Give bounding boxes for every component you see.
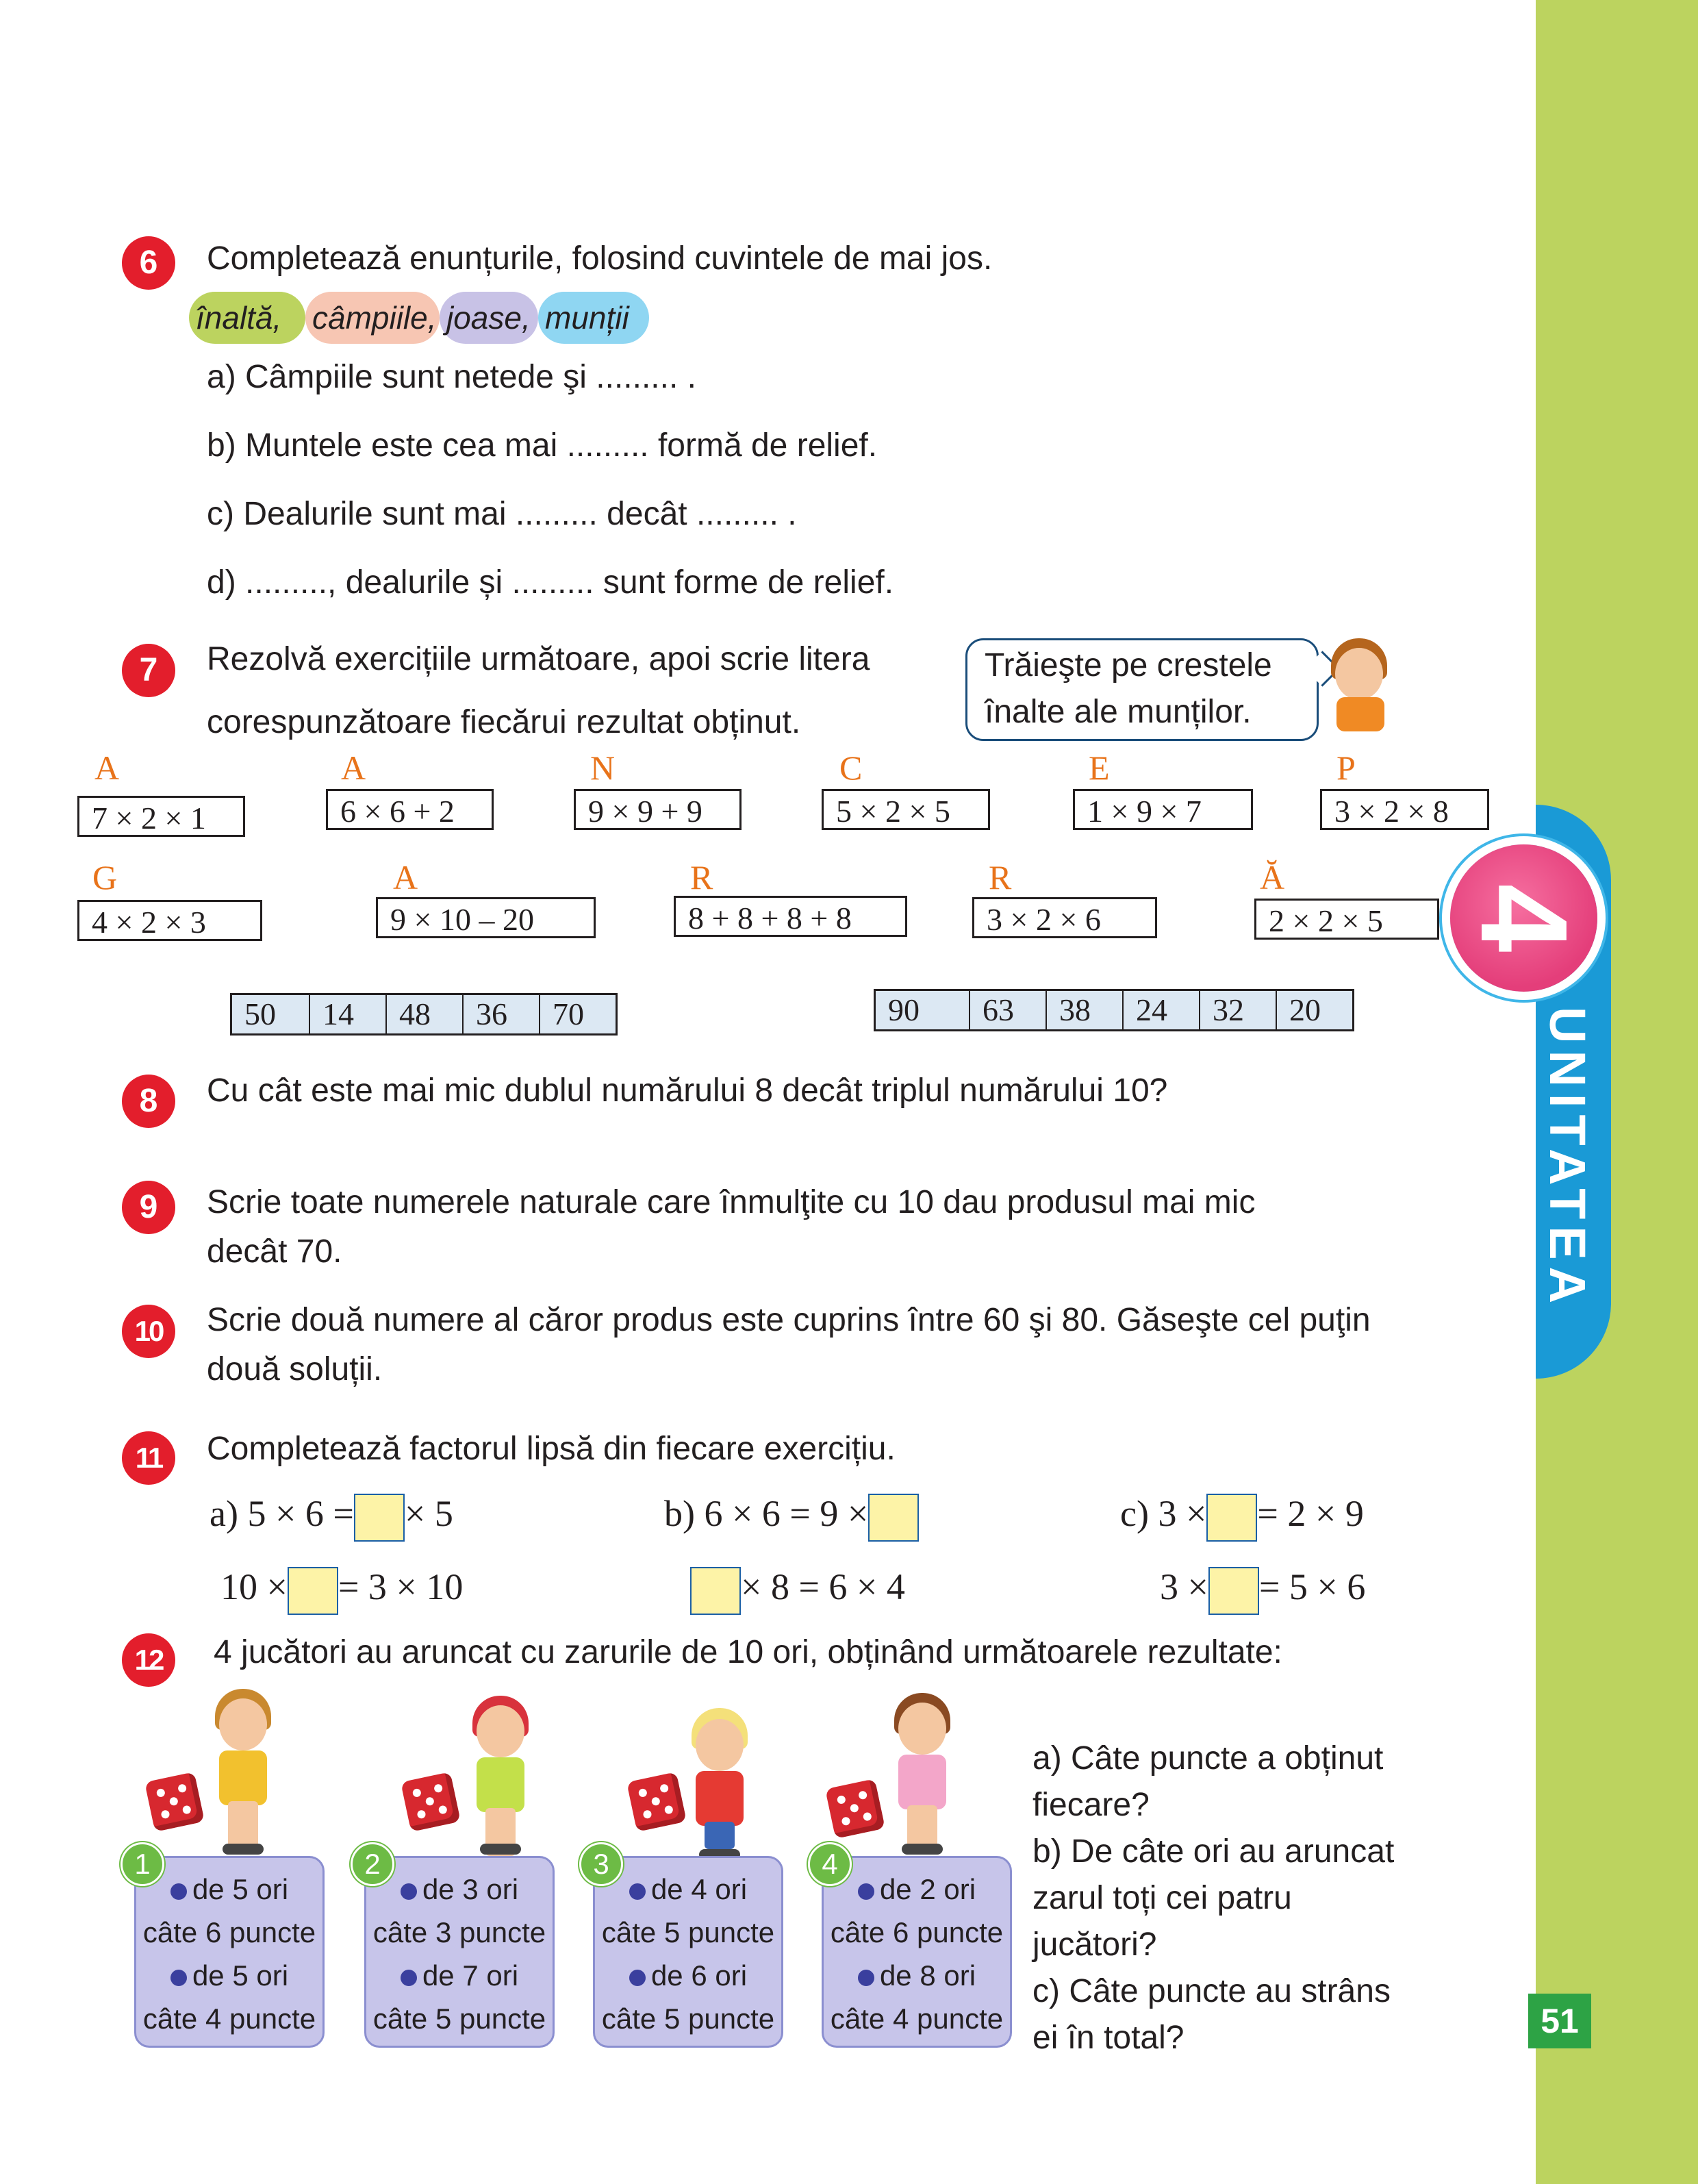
bullet-icon: [401, 1970, 417, 1986]
equation-c1: c) 3 × = 2 × 9: [1120, 1490, 1364, 1537]
letter-label: G: [92, 858, 118, 896]
missing-factor-box[interactable]: [1208, 1567, 1259, 1615]
letter-label: P: [1336, 749, 1356, 787]
question-line: jucători?: [1032, 1926, 1157, 1963]
answer-cell: 63: [969, 991, 1046, 1029]
exercise-6-title: Completează enunțurile, folosind cuvintele de mai jos.: [207, 240, 993, 277]
equation-a2: 10 × = 3 × 10: [220, 1563, 463, 1611]
exercise-12-number: 12: [122, 1633, 175, 1687]
unit-number: 4: [1455, 883, 1593, 953]
bullet-icon: [170, 1970, 187, 1986]
answer-cell: 70: [539, 995, 616, 1033]
exercise-10-line1: Scrie două numere al căror produs este cuprins între 60 şi 80. Găseşte cel puţin: [207, 1302, 1371, 1338]
expression-box: 9 × 10 – 20: [376, 897, 596, 938]
expression-box: 5 × 2 × 5: [822, 789, 990, 830]
expression-box: 1 × 9 × 7: [1073, 789, 1253, 830]
exercise-9-line1: Scrie toate numerele naturale care înmulţite cu 10 dau produsul mai mic: [207, 1184, 1256, 1220]
missing-factor-box[interactable]: [354, 1494, 405, 1542]
answer-cell: 32: [1199, 991, 1276, 1029]
exercise-6d: d) ........., dealurile și ......... sunt forme de relief.: [207, 564, 894, 601]
missing-factor-box[interactable]: [288, 1567, 338, 1615]
dice-icon: [626, 1772, 687, 1832]
player-2-illustration-icon: [463, 1692, 538, 1849]
girl-illustration-icon: [1315, 629, 1404, 731]
letter-label: R: [690, 858, 713, 896]
player-3-card: de 4 ori câte 5 puncte de 6 ori câte 5 puncte: [593, 1856, 783, 2048]
bullet-icon: [629, 1970, 646, 1986]
question-line: a) Câte puncte a obținut: [1032, 1740, 1384, 1777]
exercise-7-line2: corespunzătoare fiecărui rezultat obținut.: [207, 704, 801, 740]
letter-label: A: [393, 858, 418, 896]
word-campiile: câmpiile,: [305, 292, 440, 344]
equation-a1: a) 5 × 6 = × 5: [210, 1490, 453, 1537]
word-joase: joase,: [440, 292, 538, 344]
bullet-icon: [401, 1883, 417, 1900]
answer-grid-left: [230, 993, 618, 1035]
speech-bubble-line1: Trăieşte pe crestele: [985, 647, 1272, 683]
equation-b1: b) 6 × 6 = 9 ×: [664, 1490, 919, 1537]
dice-icon: [401, 1772, 461, 1832]
player-2-card: de 3 ori câte 3 puncte de 7 ori câte 5 puncte: [364, 1856, 555, 2048]
exercise-9-number: 9: [122, 1181, 175, 1234]
dice-icon: [825, 1779, 885, 1839]
answer-cell: 14: [309, 995, 385, 1033]
exercise-7-number: 7: [122, 644, 175, 697]
answer-cell: 38: [1046, 991, 1122, 1029]
player-2-number: 2: [351, 1842, 394, 1886]
bullet-icon: [170, 1883, 187, 1900]
answer-cell: 50: [244, 996, 276, 1031]
expression-box: 7 × 2 × 1: [77, 796, 245, 837]
player-4-card: de 2 ori câte 6 puncte de 8 ori câte 4 puncte: [822, 1856, 1012, 2048]
exercise-11-title: Completează factorul lipsă din fiecare exercițiu.: [207, 1431, 896, 1467]
exercise-10-line2: două soluții.: [207, 1351, 383, 1388]
letter-label: C: [839, 749, 863, 787]
word-inalta: înaltă,: [189, 292, 305, 344]
answer-cell: 20: [1276, 991, 1352, 1029]
missing-factor-box[interactable]: [690, 1567, 741, 1615]
letter-label: E: [1089, 749, 1110, 787]
answer-cell: 90: [888, 992, 920, 1027]
question-line: b) De câte ori au aruncat: [1032, 1833, 1395, 1870]
exercise-6-number: 6: [122, 236, 175, 290]
exercise-8-text: Cu cât este mai mic dublul numărului 8 decât triplul numărului 10?: [207, 1072, 1168, 1109]
exercise-8-number: 8: [122, 1075, 175, 1128]
bullet-icon: [629, 1883, 646, 1900]
bullet-icon: [858, 1883, 874, 1900]
expression-box: 9 × 9 + 9: [574, 789, 742, 830]
question-line: zarul toți cei patru: [1032, 1880, 1292, 1916]
question-line: c) Câte puncte au strâns: [1032, 1973, 1391, 2009]
bullet-icon: [858, 1970, 874, 1986]
equation-c2: 3 × = 5 × 6: [1160, 1563, 1365, 1611]
equation-b2: × 8 = 6 × 4: [690, 1563, 905, 1611]
letter-label: Ă: [1260, 858, 1285, 896]
missing-factor-box[interactable]: [1206, 1494, 1257, 1542]
player-4-illustration-icon: [885, 1689, 960, 1846]
player-1-card: de 5 ori câte 6 puncte de 5 ori câte 4 puncte: [134, 1856, 325, 2048]
expression-box: 6 × 6 + 2: [326, 789, 494, 830]
letter-label: N: [590, 749, 616, 787]
unit-label: UNITATEA: [1539, 1007, 1596, 1311]
exercise-10-number: 10: [122, 1305, 175, 1358]
expression-box: 3 × 2 × 8: [1320, 789, 1489, 830]
question-line: ei în total?: [1032, 2020, 1184, 2056]
letter-label: A: [94, 749, 120, 787]
exercise-12-title: 4 jucători au aruncat cu zarurile de 10 ori, obținând următoarele rezultate:: [214, 1634, 1282, 1670]
player-1-number: 1: [121, 1842, 164, 1886]
exercise-7-line1: Rezolvă exercițiile următoare, apoi scrie litera: [207, 641, 870, 677]
answer-cell: 24: [1122, 991, 1199, 1029]
expression-box: 8 + 8 + 8 + 8: [674, 896, 907, 937]
speech-bubble-line2: înalte ale munților.: [985, 694, 1252, 730]
exercise-9-line2: decât 70.: [207, 1233, 342, 1270]
expression-box: 2 × 2 × 5: [1254, 899, 1439, 940]
question-line: fiecare?: [1032, 1787, 1150, 1823]
exercise-11-number: 11: [122, 1431, 175, 1485]
letter-label: A: [341, 749, 366, 787]
expression-box: 3 × 2 × 6: [972, 897, 1157, 938]
player-1-illustration-icon: [205, 1685, 281, 1842]
player-3-illustration-icon: [682, 1705, 757, 1849]
dice-icon: [144, 1772, 205, 1832]
answer-cell: 36: [462, 995, 539, 1033]
missing-factor-box[interactable]: [868, 1494, 919, 1542]
player-3-number: 3: [579, 1842, 623, 1886]
letter-label: R: [989, 858, 1012, 896]
answer-cell: 48: [385, 995, 462, 1033]
expression-box: 4 × 2 × 3: [77, 900, 262, 941]
answer-grid-right: [874, 989, 1354, 1031]
exercise-6a: a) Câmpiile sunt netede şi ......... .: [207, 359, 696, 395]
word-muntii: munții: [538, 292, 649, 344]
page-number: 51: [1528, 1994, 1591, 2048]
player-4-number: 4: [808, 1842, 852, 1886]
exercise-6b: b) Muntele este cea mai ......... formă de relief.: [207, 427, 878, 464]
exercise-6c: c) Dealurile sunt mai ......... decât ......... .: [207, 496, 797, 532]
